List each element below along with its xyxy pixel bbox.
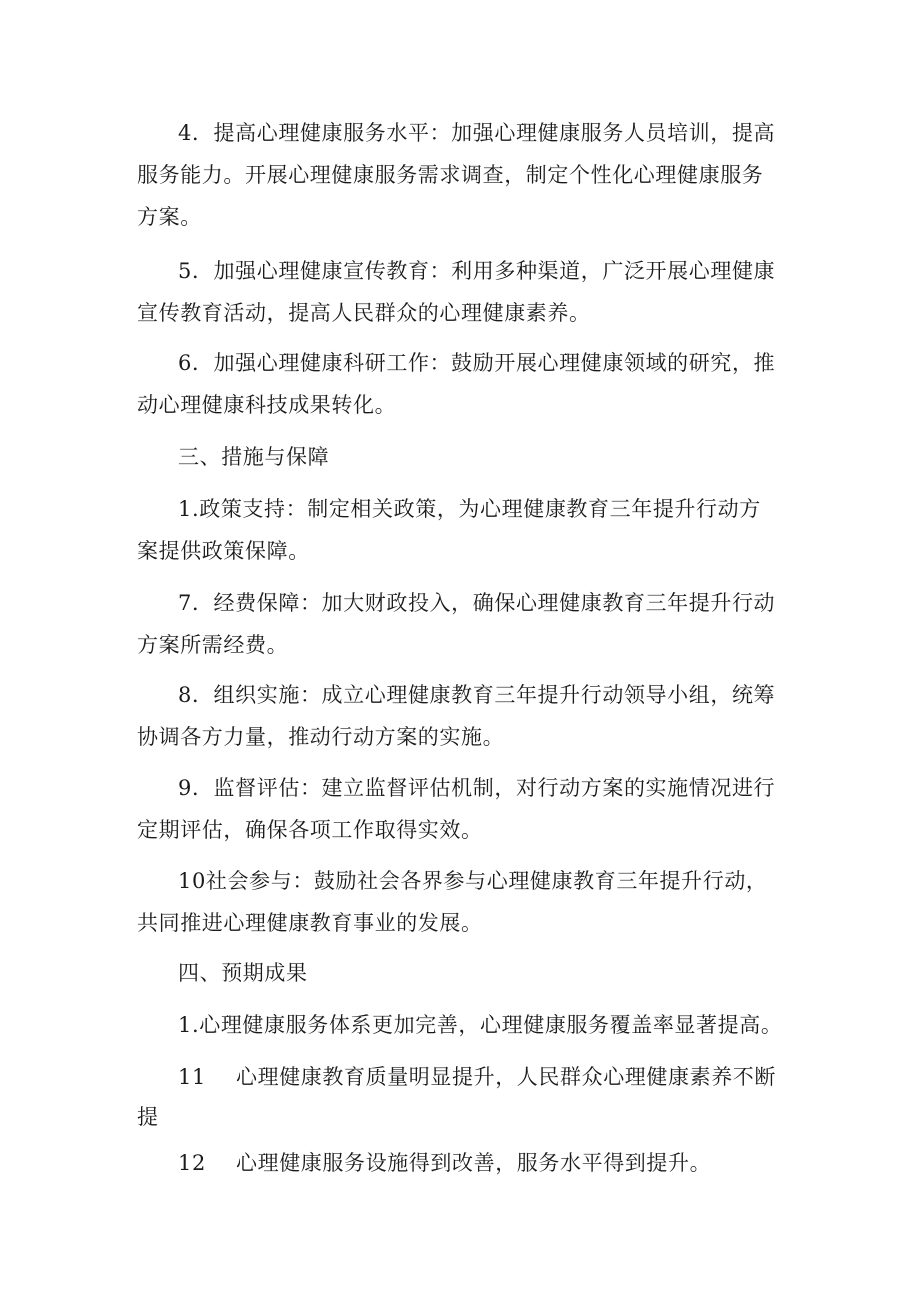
paragraph-6-line-1: 6．加强心理健康科研工作：鼓励开展心理健康领域的研究，推: [178, 351, 776, 375]
paragraph-7-line-2: 方案所需经费。: [137, 633, 289, 657]
paragraph-10-line-1: 10社会参与：鼓励社会各界参与心理健康教育三年提升行动，: [178, 869, 768, 893]
outcome-number-12: 12: [178, 1151, 206, 1175]
paragraph-5-line-1: 5．加强心理健康宣传教育：利用多种渠道，广泛开展心理健康: [178, 259, 776, 283]
paragraph-4-line-1: 4．提高心理健康服务水平：加强心理健康服务人员培训，提高: [178, 121, 776, 145]
outcome-1-line: 1.心理健康服务体系更加完善，心理健康服务覆盖率显著提高。: [178, 1013, 783, 1037]
paragraph-8-line-1: 8．组织实施：成立心理健康教育三年提升行动领导小组，统筹: [178, 683, 776, 707]
paragraph-policy-line-2: 案提供政策保障。: [137, 539, 310, 563]
paragraph-policy-line-1: 1.政策支持：制定相关政策，为心理健康教育三年提升行动方: [178, 497, 761, 521]
paragraph-4-line-2: 服务能力。开展心理健康服务需求调查，制定个性化心理健康服务: [137, 163, 764, 187]
paragraph-10-line-2: 共同推进心理健康教育事业的发展。: [137, 911, 483, 935]
paragraph-6-line-2: 动心理健康科技成果转化。: [137, 393, 397, 417]
outcome-11-line-1: [178, 1062, 776, 1092]
paragraph-7-line-1: 7．经费保障：加大财政投入，确保心理健康教育三年提升行动: [178, 591, 776, 615]
outcome-11-text: 心理健康教育质量明显提升，人民群众心理健康素养不断: [236, 1065, 776, 1089]
paragraph-4-line-3: 方案。: [137, 205, 202, 229]
paragraph-8-line-2: 协调各方力量，推动行动方案的实施。: [137, 725, 505, 749]
outcome-12-line: [178, 1148, 711, 1178]
paragraph-5-line-2: 宣传教育活动，提高人民群众的心理健康素养。: [137, 301, 591, 325]
section-heading-outcomes: 四、预期成果: [178, 961, 308, 985]
outcome-11-line-2: 提: [137, 1105, 159, 1129]
outcome-12-text: 心理健康服务设施得到改善，服务水平得到提升。: [236, 1151, 712, 1175]
paragraph-9-line-1: 9．监督评估：建立监督评估机制，对行动方案的实施情况进行: [178, 776, 776, 800]
paragraph-9-line-2: 定期评估，确保各项工作取得实效。: [137, 818, 483, 842]
section-heading-measures: 三、措施与保障: [178, 445, 330, 469]
outcome-number-11: 11: [178, 1065, 206, 1089]
